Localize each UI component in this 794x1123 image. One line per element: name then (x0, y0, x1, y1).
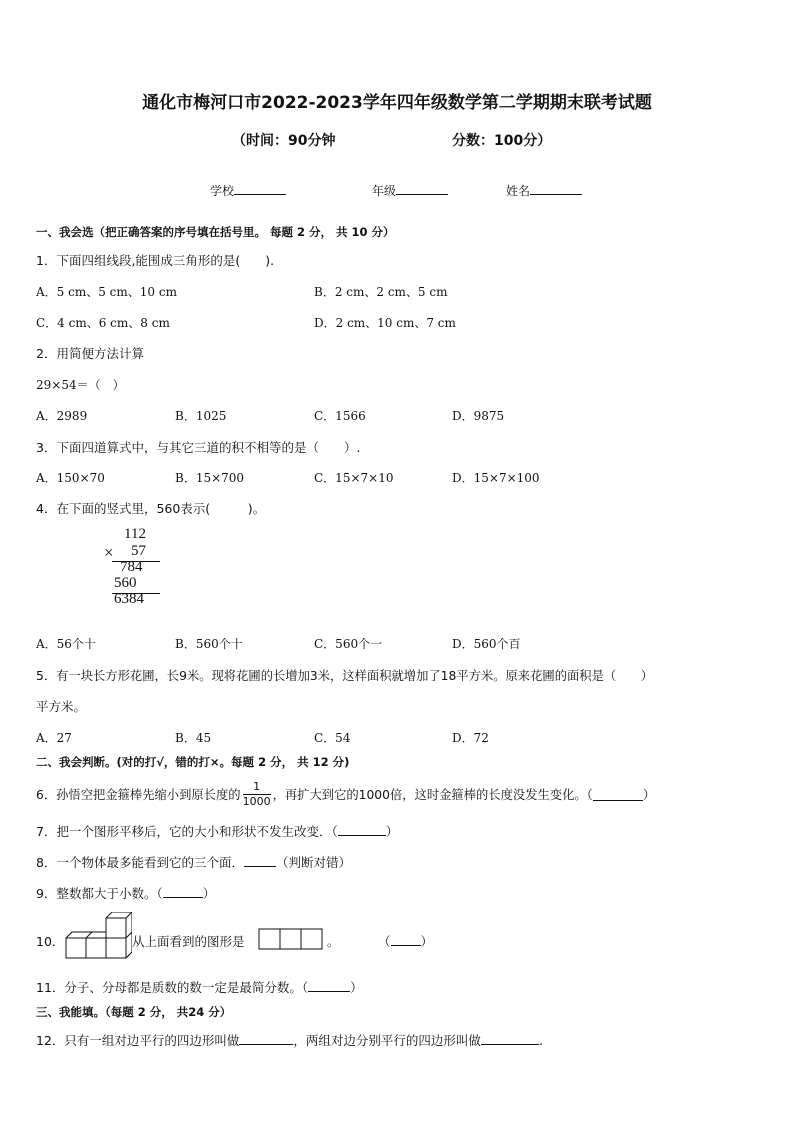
q9-text (36, 884, 215, 902)
q4-option-b[interactable]: B．560个十 (175, 637, 243, 651)
q4-option-a[interactable]: A．56个十 (36, 637, 96, 651)
name-blank[interactable] (530, 182, 582, 195)
q10-answer-blank[interactable] (391, 933, 421, 946)
school-blank[interactable] (234, 182, 286, 195)
name-field (506, 182, 582, 199)
grade-field (372, 182, 448, 199)
q8-answer-blank[interactable] (244, 854, 276, 867)
q12-blank-1[interactable] (239, 1032, 293, 1045)
times-sign: × (104, 543, 114, 562)
q8-pre: 8．一个物体最多能看到它的三个面． (36, 855, 244, 870)
q6-answer-blank[interactable] (593, 788, 643, 801)
q5-option-b[interactable]: B．45 (175, 731, 212, 745)
q1-option-a[interactable]: A．5 cm、5 cm、10 cm (36, 285, 177, 299)
q7-answer-blank[interactable] (338, 823, 386, 836)
exam-score: 分数：100分） (452, 133, 552, 149)
top-view-figure (258, 927, 326, 951)
section2-title: 二、我会判断。(对的打√，错的打×。每题 2 分， 共 12 分) (36, 755, 350, 769)
calc-line-1: 112 (124, 526, 146, 542)
school-field (210, 182, 286, 199)
q2-option-a[interactable]: A．2989 (36, 409, 88, 423)
q11-end: ） (350, 980, 363, 995)
calc-line-5: 6384 (114, 591, 144, 607)
q11-text (36, 978, 363, 996)
calc-line-3: 784 (120, 559, 143, 575)
q5-text: 5．有一块长方形花圃，长9米。现将花圃的长增加3米，这样面积就增加了18平方米。原来花圃的面积是（ ） (36, 669, 654, 683)
cube-stack-figure (64, 912, 132, 962)
q3-text: 3．下面四道算式中，与其它三道的积不相等的是（ ）. (36, 440, 361, 455)
q1-text: 1．下面四组线段,能围成三角形的是( ). (36, 253, 275, 268)
q5-option-c[interactable]: C．54 (314, 731, 351, 745)
q3-option-c[interactable]: C．15×7×10 (314, 471, 394, 485)
q6-frac-den: 1000 (242, 794, 271, 808)
q4-option-d[interactable]: D．560个百 (452, 637, 521, 651)
q11-pre: 11．分子、分母都是质数的数一定是最简分数。（ (36, 980, 309, 995)
q5-text-cont: 平方米。 (36, 699, 87, 714)
q2-text: 2．用简便方法计算 (36, 346, 144, 361)
q11-answer-blank[interactable] (308, 979, 350, 992)
q10-answer (378, 932, 433, 950)
q2-expression: 29×54＝（ ） (36, 378, 125, 392)
q3-option-d[interactable]: D．15×7×100 (452, 471, 540, 485)
q5-option-a[interactable]: A．27 (36, 731, 72, 745)
q6-fraction (243, 780, 271, 809)
q6-pre: 6．孙悟空把金箍棒先缩小到原长度的 (36, 788, 241, 802)
q2-option-d[interactable]: D．9875 (452, 409, 505, 423)
q12-blank-2[interactable] (481, 1032, 539, 1045)
school-label: 学校 (210, 184, 235, 198)
q12-end: . (538, 1033, 543, 1048)
q10-paren-right: ） (420, 934, 434, 949)
calc-line-4: 560 (114, 575, 137, 591)
section1-title: 一、我会选（把正确答案的序号填在括号里。 每题 2 分， 共 10 分） (36, 225, 395, 239)
q6-post: ，再扩大到它的1000倍，这时金箍棒的长度没发生变化。（ (272, 788, 593, 802)
q1-option-c[interactable]: C．4 cm、6 cm、8 cm (36, 316, 170, 330)
q10-middle-text: 从上面看到的图形是 (132, 934, 245, 949)
q9-answer-blank[interactable] (163, 885, 203, 898)
q10-number: 10． (36, 934, 65, 949)
q6-text (36, 776, 655, 812)
q10-paren-left: （ (378, 934, 391, 949)
q9-pre: 9．整数都大于小数。（ (36, 886, 163, 901)
q12-mid: ，两组对边分别平行的四边形叫做 (293, 1033, 481, 1048)
grade-label: 年级 (372, 184, 397, 198)
q4-text: 4．在下面的竖式里，560表示( )。 (36, 501, 266, 516)
q2-option-c[interactable]: C．1566 (314, 409, 366, 423)
calc-line-2: 57 (131, 543, 146, 559)
q3-option-b[interactable]: B．15×700 (175, 471, 245, 485)
name-label: 姓名 (506, 184, 531, 198)
q2-option-b[interactable]: B．1025 (175, 409, 227, 423)
grade-blank[interactable] (396, 182, 448, 195)
q7-pre: 7．把一个图形平移后，它的大小和形状不发生改变．（ (36, 824, 338, 839)
q8-end: （判断对错） (275, 855, 351, 870)
page-title: 通化市梅河口市2022-2023学年四年级数学第二学期期末联考试题 (142, 93, 652, 113)
q12-text (36, 1031, 543, 1049)
q9-end: ） (202, 886, 216, 901)
q12-pre: 12．只有一组对边平行的四边形叫做 (36, 1033, 240, 1048)
q5-option-d[interactable]: D．72 (452, 731, 489, 745)
q10-period: 。 (327, 934, 340, 949)
section3-title: 三、我能填。（每题 2 分， 共24 分） (36, 1005, 232, 1019)
exam-time: （时间：90分钟 (232, 133, 336, 149)
q3-option-a[interactable]: A．150×70 (36, 471, 105, 485)
q8-text (36, 853, 351, 871)
q4-option-c[interactable]: C．560个一 (314, 637, 383, 651)
q6-frac-num: 1 (243, 780, 271, 795)
q1-option-b[interactable]: B．2 cm、2 cm、5 cm (314, 285, 448, 299)
q6-end: ） (642, 788, 656, 802)
q7-text (36, 822, 398, 840)
q7-end: ） (385, 824, 399, 839)
q1-option-d[interactable]: D．2 cm、10 cm、7 cm (314, 316, 456, 330)
